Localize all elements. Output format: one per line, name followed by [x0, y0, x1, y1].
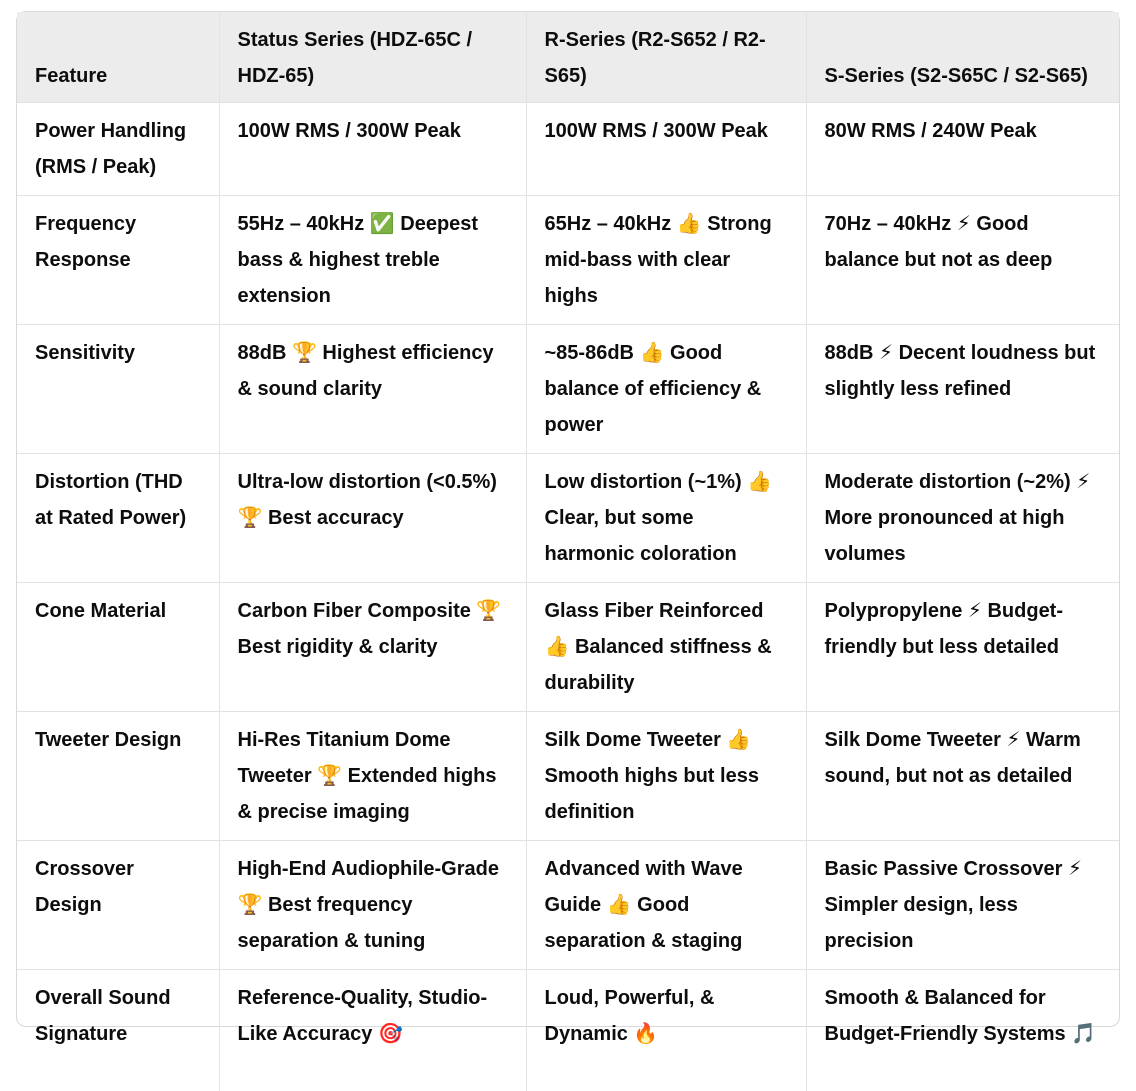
s-series-cell: Smooth & Balanced for Budget-Friendly Systems 🎵 — [824, 987, 1097, 1045]
speaker-comparison-table — [17, 12, 1119, 1091]
status-series-cell: High-End Audiophile-Grade 🏆 Best frequency separation & tuning — [219, 841, 526, 970]
s-series-cell: Moderate distortion (~2%) ⚡ More pronounced at high volumes — [806, 454, 1119, 583]
r-series-cell: Loud, Powerful, & Dynamic 🔥 — [526, 970, 806, 1091]
table-row — [17, 841, 1119, 970]
r-series-cell: Glass Fiber Reinforced 👍 Balanced stiffness & durability — [526, 583, 806, 712]
header-status-series: Status Series (HDZ-65C / HDZ-65) — [219, 12, 526, 103]
s-series-cell: Basic Passive Crossover ⚡ Simpler design, less precision — [806, 841, 1119, 970]
table-row — [17, 970, 1119, 1091]
status-series-cell: 88dB 🏆 Highest efficiency & sound clarity — [219, 325, 526, 454]
r-series-cell: Advanced with Wave Guide 👍 Good separation & staging — [526, 841, 806, 970]
status-series-cell: Ultra-low distortion (<0.5%) 🏆 Best accuracy — [219, 454, 526, 583]
feature-cell: Tweeter Design — [17, 712, 219, 841]
feature-cell: Distortion (THD at Rated Power) — [17, 454, 219, 583]
table-row — [17, 583, 1119, 712]
r-series-cell: 100W RMS / 300W Peak — [526, 103, 806, 196]
r-series-cell: Silk Dome Tweeter 👍 Smooth highs but less definition — [526, 712, 806, 841]
status-series-cell: 55Hz – 40kHz ✅ Deepest bass & highest treble extension — [219, 196, 526, 325]
s-series-cell: Silk Dome Tweeter ⚡ Warm sound, but not as detailed — [806, 712, 1119, 841]
feature-cell: Overall Sound Signature — [17, 970, 219, 1091]
r-series-cell: Low distortion (~1%) 👍 Clear, but some harmonic coloration — [526, 454, 806, 583]
comparison-table-container — [16, 11, 1120, 1045]
status-series-cell: 100W RMS / 300W Peak — [219, 103, 526, 196]
header-s-series: S-Series (S2-S65C / S2-S65) — [806, 12, 1119, 103]
s-series-cell: 88dB ⚡ Decent loudness but slightly less refined — [806, 325, 1119, 454]
s-series-cell: 70Hz – 40kHz ⚡ Good balance but not as deep — [806, 196, 1119, 325]
feature-cell: Power Handling (RMS / Peak) — [17, 103, 219, 196]
header-feature: Feature — [17, 12, 219, 103]
status-series-cell: Hi-Res Titanium Dome Tweeter 🏆 Extended highs & precise imaging — [219, 712, 526, 841]
feature-cell: Frequency Response — [17, 196, 219, 325]
table-row — [17, 103, 1119, 196]
r-series-cell: ~85-86dB 👍 Good balance of efficiency & power — [526, 325, 806, 454]
status-series-cell: Reference-Quality, Studio-Like Accuracy 🎯 — [219, 970, 526, 1091]
feature-cell: Crossover Design — [17, 841, 219, 970]
feature-cell: Sensitivity — [17, 325, 219, 454]
feature-cell: Cone Material — [17, 583, 219, 712]
header-r-series: R-Series (R2-S652 / R2-S65) — [526, 12, 806, 103]
table-row — [17, 196, 1119, 325]
s-series-cell: 80W RMS / 240W Peak — [806, 103, 1119, 196]
table-row — [17, 712, 1119, 841]
r-series-cell: 65Hz – 40kHz 👍 Strong mid-bass with clear highs — [526, 196, 806, 325]
s-series-cell: Polypropylene ⚡ Budget-friendly but less detailed — [806, 583, 1119, 712]
table-header-row — [17, 12, 1119, 103]
table-row — [17, 325, 1119, 454]
status-series-cell: Carbon Fiber Composite 🏆 Best rigidity & clarity — [219, 583, 526, 712]
table-row — [17, 454, 1119, 583]
